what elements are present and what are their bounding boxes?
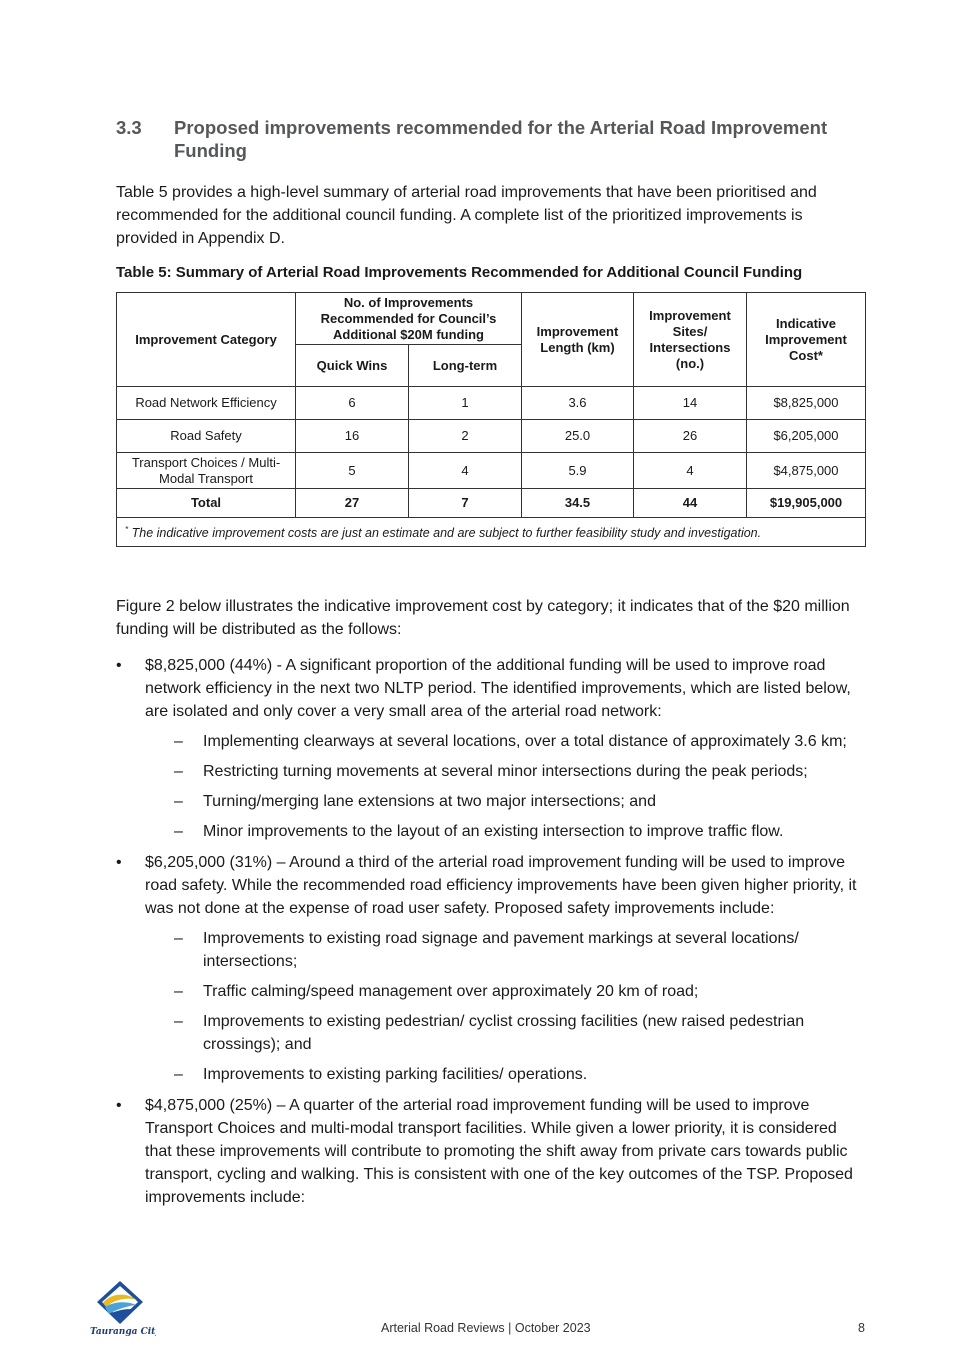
- cell-long: 2: [409, 420, 522, 453]
- sub-item-text: Implementing clearways at several locations, over a total distance of approximately 3.6 km;: [203, 733, 847, 750]
- section-title: Proposed improvements recommended for the Arterial Road Improvement Funding: [174, 117, 828, 161]
- cell-category: Road Network Efficiency: [117, 387, 296, 420]
- list-item: [116, 654, 860, 843]
- sub-list-item: [145, 927, 860, 973]
- header-category: Improvement Category: [117, 293, 296, 387]
- cell-quick: 5: [296, 453, 409, 489]
- dash-glyph: –: [174, 930, 183, 947]
- cell-sites: 4: [634, 453, 747, 489]
- total-sites: 44: [634, 489, 747, 518]
- sub-list-item: [145, 760, 860, 783]
- header-quick-wins: Quick Wins: [296, 345, 409, 387]
- sub-item-text: Improvements to existing pedestrian/ cyclist crossing facilities (new raised pedestrian crossings); and: [203, 1013, 805, 1053]
- sub-item-text: Improvements to existing parking facilities/ operations.: [203, 1066, 588, 1083]
- sub-item-text: Turning/merging lane extensions at two major intersections; and: [203, 793, 656, 810]
- sub-item-text: Traffic calming/speed management over approximately 20 km of road;: [203, 983, 699, 1000]
- cell-sites: 26: [634, 420, 747, 453]
- bullet-text: $4,875,000 (25%) – A quarter of the arterial road improvement funding will be used to improve Transport Choices and multi-modal transport facilities. While given a lower priority, it is considered that these improvements will contribute to promoting the shift away from private cars towards public transport, cycling and walking. This is consistent with one of the key outcomes of the TSP. Proposed improvements include:: [145, 1097, 853, 1206]
- cell-length: 5.9: [522, 453, 634, 489]
- list-item: [116, 1094, 860, 1209]
- dash-glyph: –: [174, 793, 183, 810]
- cell-sites: 14: [634, 387, 747, 420]
- table-row: [117, 387, 866, 420]
- header-group: No. of Improvements Recommended for Council’s Additional $20M funding: [296, 293, 522, 345]
- page-number: 8: [858, 1321, 865, 1335]
- figure-intro-paragraph: Figure 2 below illustrates the indicative improvement cost by category; it indicates that of the $20 million funding will be distributed as the follows:: [116, 598, 850, 638]
- total-cost: $19,905,000: [747, 489, 866, 518]
- cell-length: 25.0: [522, 420, 634, 453]
- bullet-glyph: •: [116, 1097, 122, 1114]
- dash-glyph: –: [174, 1066, 183, 1083]
- sub-list-item: [145, 790, 860, 813]
- cell-category: Road Safety: [117, 420, 296, 453]
- sub-list-item: [145, 730, 860, 753]
- table-row: [117, 420, 866, 453]
- tauranga-city-logo-icon: [86, 1280, 156, 1338]
- intro-paragraph: Table 5 provides a high-level summary of arterial road improvements that have been prioritised and recommended for the additional council funding. A complete list of the prioritized improvements is provided in Appendix D.: [116, 184, 817, 247]
- cell-cost: $6,205,000: [747, 420, 866, 453]
- table-total-row: [117, 489, 866, 518]
- dash-glyph: –: [174, 983, 183, 1000]
- table-note: [117, 518, 866, 547]
- list-item: [116, 851, 860, 1086]
- cell-cost: $8,825,000: [747, 387, 866, 420]
- bullet-list: [116, 654, 860, 1217]
- header-long-term: Long-term: [409, 345, 522, 387]
- dash-glyph: –: [174, 763, 183, 780]
- dash-glyph: –: [174, 823, 183, 840]
- sub-item-text: Improvements to existing road signage and pavement markings at several locations/ intersections;: [203, 930, 799, 970]
- cell-quick: 6: [296, 387, 409, 420]
- bullet-glyph: •: [116, 657, 122, 674]
- footer-title: Arterial Road Reviews | October 2023: [381, 1321, 591, 1335]
- sub-list: [145, 927, 860, 1086]
- cell-length: 3.6: [522, 387, 634, 420]
- cell-category: Transport Choices / Multi-Modal Transport: [117, 453, 296, 489]
- table-caption: Table 5: Summary of Arterial Road Improvements Recommended for Additional Council Funding: [116, 264, 803, 281]
- dash-glyph: –: [174, 1013, 183, 1030]
- cell-long: 1: [409, 387, 522, 420]
- dash-glyph: –: [174, 733, 183, 750]
- note-mark: *: [125, 525, 129, 535]
- header-length: Improvement Length (km): [522, 293, 634, 387]
- cell-long: 4: [409, 453, 522, 489]
- section-number: 3.3: [116, 117, 142, 138]
- header-cost: Indicative Improvement Cost*: [747, 293, 866, 387]
- header-sites: Improvement Sites/ Intersections (no.): [634, 293, 747, 387]
- bullet-text: $8,825,000 (44%) - A significant proportion of the additional funding will be used to improve road network efficiency in the next two NLTP period. The identified improvements, which are listed below, are isolated and only cover a very small area of the arterial road network:: [145, 657, 851, 720]
- cell-cost: $4,875,000: [747, 453, 866, 489]
- table-row: [117, 453, 866, 489]
- sub-list-item: [145, 820, 860, 843]
- cell-quick: 16: [296, 420, 409, 453]
- logo-text: Tauranga City: [90, 1327, 156, 1337]
- sub-list: [145, 730, 860, 843]
- bullet-text: $6,205,000 (31%) – Around a third of the arterial road improvement funding will be used to improve road safety. While the recommended road efficiency improvements have been given higher priority, it was not done at the expense of road user safety. Proposed safety improvements include:: [145, 854, 857, 917]
- total-long: 7: [409, 489, 522, 518]
- total-length: 34.5: [522, 489, 634, 518]
- sub-item-text: Minor improvements to the layout of an existing intersection to improve traffic flow.: [203, 823, 784, 840]
- sub-list-item: [145, 1010, 860, 1056]
- summary-table: [116, 292, 866, 547]
- total-category: Total: [117, 489, 296, 518]
- sub-list-item: [145, 1063, 860, 1086]
- sub-list-item: [145, 980, 860, 1003]
- sub-item-text: Restricting turning movements at several minor intersections during the peak periods;: [203, 763, 808, 780]
- total-quick: 27: [296, 489, 409, 518]
- note-text: The indicative improvement costs are just an estimate and are subject to further feasibility study and investigation.: [131, 526, 762, 541]
- bullet-glyph: •: [116, 854, 122, 871]
